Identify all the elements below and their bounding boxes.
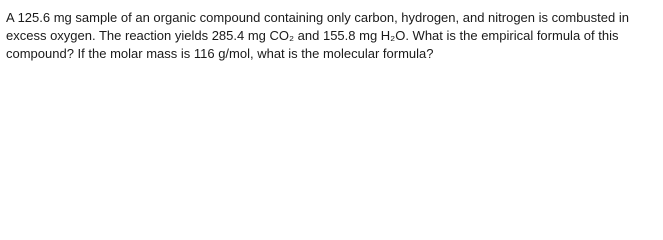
problem-line-3: compound? If the molar mass is 116 g/mol, what is the molecular formula? <box>6 46 434 61</box>
problem-line-1: A 125.6 mg sample of an organic compound containing only carbon, hydrogen, and nitrogen is combusted in <box>6 10 629 25</box>
problem-text <box>6 9 658 63</box>
problem-line-2: excess oxygen. The reaction yields 285.4 mg CO₂ and 155.8 mg H₂O. What is the empirical formula of this <box>6 28 619 43</box>
